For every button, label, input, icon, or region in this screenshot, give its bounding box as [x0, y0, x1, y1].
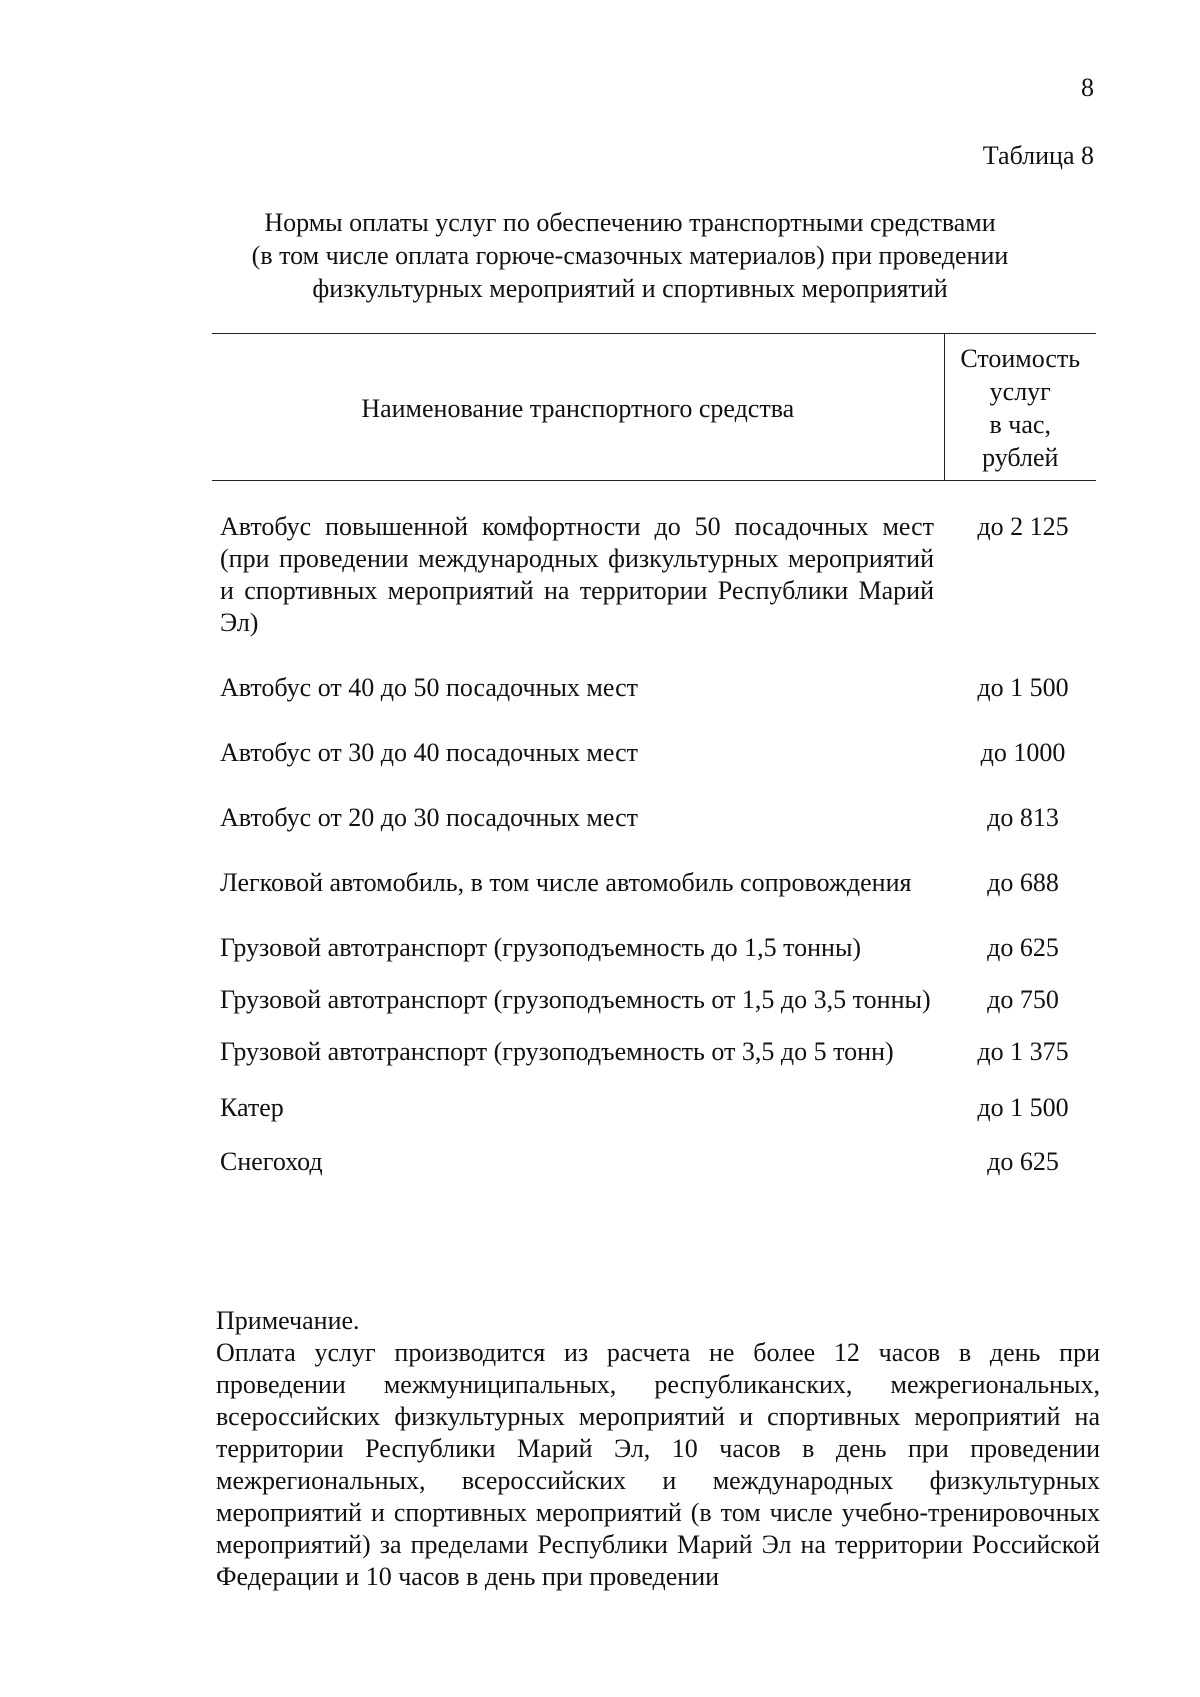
vehicle-name: Грузовой автотранспорт (грузоподъемность от 3,5 до 5 тонн): [220, 1037, 894, 1066]
vehicle-cost: до 813: [987, 803, 1059, 832]
vehicle-cost: до 1 500: [977, 1093, 1069, 1122]
header-cost-line: услуг: [989, 377, 1051, 406]
vehicle-name: Грузовой автотранспорт (грузоподъемность до 1,5 тонны): [220, 933, 862, 962]
title-line: (в том числе оплата горюче-смазочных материалов) при проведении: [251, 241, 1009, 270]
table-row: [212, 867, 1096, 899]
vehicle-name: Грузовой автотранспорт (грузоподъемность от 1,5 до 3,5 тонны): [220, 985, 931, 1014]
vehicle-cost: до 688: [987, 868, 1059, 897]
table-label: Таблица 8: [982, 141, 1094, 170]
header-cost-line: Стоимость: [960, 344, 1081, 373]
title-line: Нормы оплаты услуг по обеспечению транспортными средствами: [264, 208, 996, 237]
vehicle-cost: до 1 500: [977, 673, 1069, 702]
table-row: [212, 511, 1096, 639]
vehicle-cost: до 625: [987, 933, 1059, 962]
vehicle-name: Катер: [220, 1093, 284, 1122]
table-row: [212, 1092, 1096, 1124]
table-row: [212, 984, 1096, 1016]
table-row: [212, 672, 1096, 704]
note-title: Примечание.: [216, 1306, 360, 1335]
vehicle-name: Легковой автомобиль, в том числе автомобиль сопровождения: [220, 868, 912, 897]
vehicle-name: Автобус повышенной комфортности до 50 посадочных мест (при проведении международных физкультурных мероприятий и спортивных мероприятий на территории Республики Марий Эл): [220, 512, 934, 637]
header-vehicle-name: Наименование транспортного средства: [212, 334, 944, 481]
header-cost-line: рублей: [982, 443, 1059, 472]
table-row: [212, 802, 1096, 834]
page-number: 8: [1081, 73, 1094, 102]
table-row: [212, 1146, 1096, 1178]
note-section: [216, 1305, 1100, 1593]
header-cost-line: в час,: [989, 410, 1051, 439]
title-line: физкультурных мероприятий и спортивных мероприятий: [312, 274, 948, 303]
header-cost: [944, 334, 1096, 481]
vehicle-cost: до 1000: [980, 738, 1066, 767]
vehicle-name: Автобус от 40 до 50 посадочных мест: [220, 673, 638, 702]
note-body: Оплата услуг производится из расчета не более 12 часов в день при проведении межмуниципальных, республиканских, межрегиональных, всероссийских физкультурных мероприятий и спортивных мероприятий на территории Республики Марий Эл, 10 часов в день при проведении межрегиональных, всероссийских и международных физкультурных мероприятий и спортивных мероприятий (в том числе учебно-тренировочных мероприятий) за пределами Республики Марий Эл на территории Российской Федерации и 10 часов в день при проведении: [216, 1338, 1100, 1591]
vehicle-cost: до 2 125: [977, 512, 1069, 541]
vehicle-name: Автобус от 20 до 30 посадочных мест: [220, 803, 638, 832]
table-row: [212, 1036, 1096, 1068]
vehicle-cost: до 625: [987, 1147, 1059, 1176]
vehicle-name: Автобус от 30 до 40 посадочных мест: [220, 738, 638, 767]
table-header-row: [212, 334, 1096, 481]
tariff-table-grid: [212, 333, 1096, 1178]
document-title: [200, 206, 1060, 305]
table-row: [212, 932, 1096, 964]
table-row: [212, 737, 1096, 769]
vehicle-name: Снегоход: [220, 1147, 323, 1176]
vehicle-cost: до 750: [987, 985, 1059, 1014]
vehicle-cost: до 1 375: [977, 1037, 1069, 1066]
tariff-table: [212, 333, 1096, 1178]
